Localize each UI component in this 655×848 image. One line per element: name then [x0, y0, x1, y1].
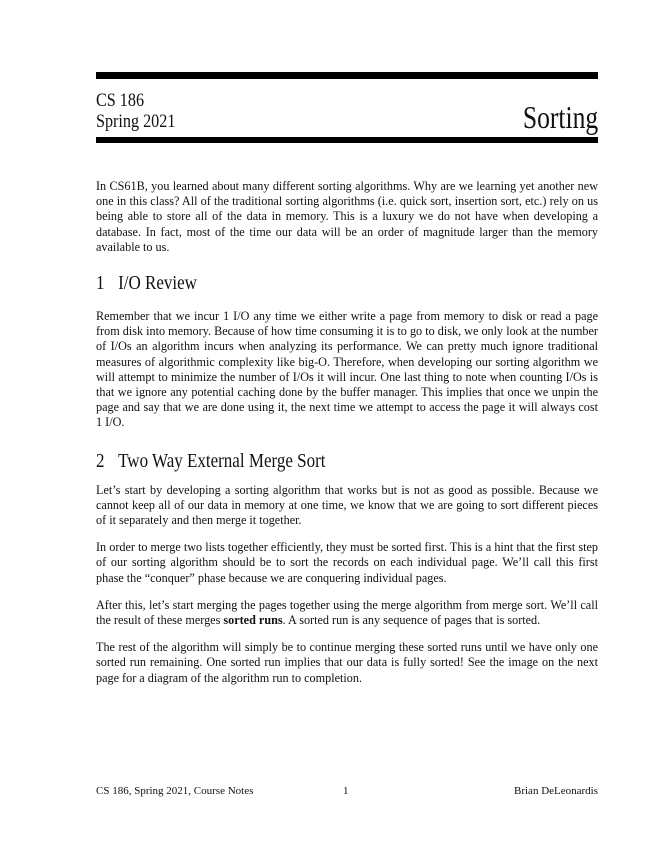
merge-sort-paragraph-4: The rest of the algorithm will simply be to continue merging these sorted runs until we have only one sorted run remaining. One sorted run implies that our data is fully sorted! See the image on the next page for a diagram of the algorithm run to completion. [96, 640, 598, 685]
course-term: Spring 2021 [96, 111, 176, 132]
text-span: . A sorted run is any sequence of pages that is sorted. [282, 613, 541, 628]
merge-sort-paragraph-1: Let’s start by developing a sorting algorithm that works but is not as good as possible. Because we cannot keep all of our data in memory at one time, we know that we are going to sort different pieces of it separately and then merge it together. [96, 482, 598, 528]
section-number: 1 [96, 272, 105, 295]
header-top-rule [96, 72, 598, 79]
course-name: CS 186 [96, 90, 145, 111]
header-bottom-rule [96, 137, 598, 143]
text-span: After this, let’s start merging the pages together using the merge algorithm from merge sort. We’ll call the result of these merges [96, 597, 598, 628]
section-title: Two Way External Merge Sort [118, 449, 326, 472]
bold-term: sorted runs [223, 613, 283, 628]
section-heading-merge-sort [96, 450, 523, 472]
section-heading-io-review [96, 272, 523, 294]
page-title: Sorting [522, 99, 598, 135]
intro-paragraph: In CS61B, you learned about many different sorting algorithms. Why are we learning yet another new one in this class? All of the traditional sorting algorithms (i.e. quick sort, insertion sort, etc.) rely on us being able to store all of the data in memory. This is a luxury we do not have when developing a database. In fact, most of the time our data will be an order of magnitude larger than the memory available to us. [96, 179, 598, 254]
merge-sort-paragraph-2: In order to merge two lists together efficiently, they must be sorted first. This is a hint that the first step of our sorting algorithm should be to sort the records on each individual page. We’ll call this first phase the “conquer” phase because we are conquering individual pages. [96, 540, 598, 585]
footer-course: CS 186, Spring 2021, Course Notes [96, 785, 254, 797]
section-number: 2 [96, 449, 105, 472]
io-review-paragraph: Remember that we incur 1 I/O any time we either write a page from memory to disk or read a page from disk into memory. Because of how time consuming it is to go to disk, we only look at the number of I/Os an algorithm incurs when analyzing its performance. We can pretty much ignore traditional measures of algorithmic complexity like big-O. Therefore, when developing our sorting algorithm we will attempt to minimize the number of I/Os it will incur. One last thing to note when counting I/Os is that we ignore any potential caching done by the buffer manager. This implies that once we unpin the page and say that we are done using it, the next time we attempt to access the page it will always cost 1 I/O. [96, 309, 598, 430]
footer-author: Brian DeLeonardis [514, 785, 598, 797]
merge-sort-paragraph-3 [96, 598, 598, 628]
notes-body [96, 179, 598, 686]
page-number: 1 [343, 785, 349, 797]
section-title: I/O Review [118, 272, 197, 295]
course-info [96, 90, 175, 132]
